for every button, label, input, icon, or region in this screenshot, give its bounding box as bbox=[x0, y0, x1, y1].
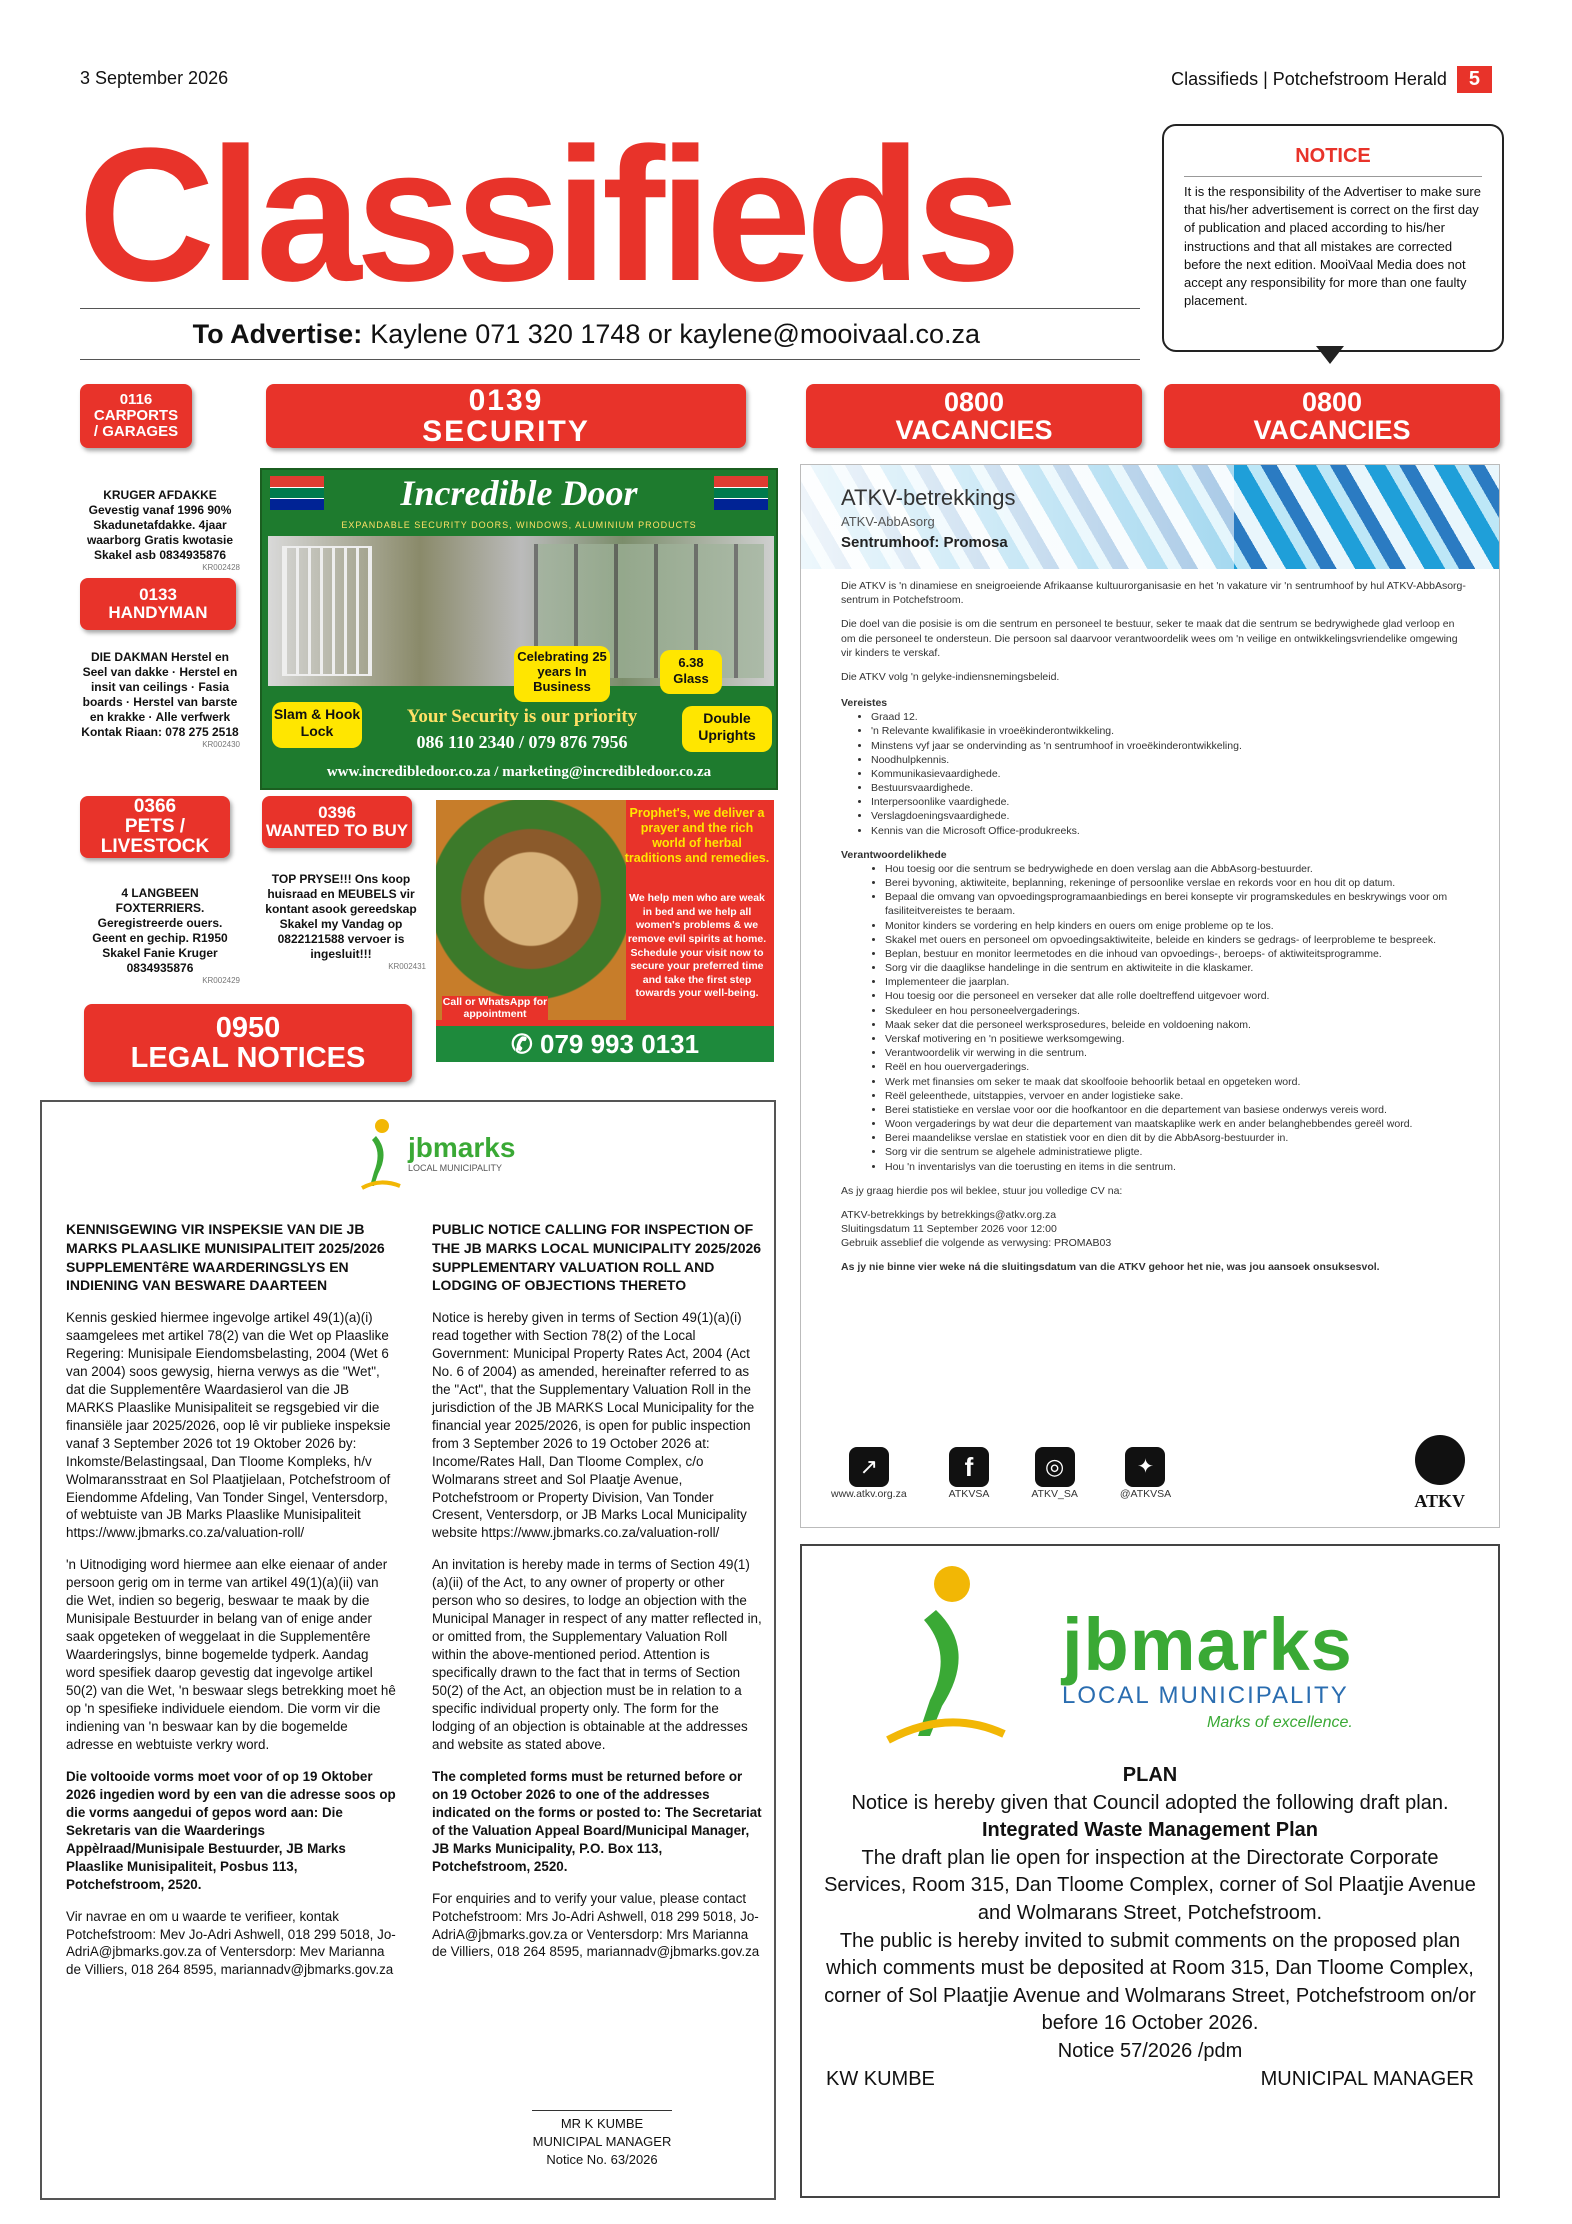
prophet-body: We help men who are weak in bed and we help all women's problems & we remove evil spirits at home. Schedule your visit now to secure your preferred time and take the first step towards your well-being. bbox=[627, 892, 767, 1000]
list-item: • Verskaf motivering en 'n positiewe werksomgewing. bbox=[885, 1032, 1471, 1046]
prophet-headline: Prophet's, we deliver a prayer and the rich world of herbal traditions and remedies. bbox=[624, 806, 770, 865]
atkv-logo bbox=[1414, 1435, 1465, 1513]
issue-date: 3 September 2026 bbox=[80, 68, 229, 88]
ad-ref: KR002429 bbox=[202, 976, 240, 985]
jbmarks-logo bbox=[356, 1116, 515, 1192]
list-item: • Noodhulpkennis. bbox=[871, 753, 1471, 767]
section-title: Classifieds bbox=[78, 109, 1016, 321]
list-item: • Implementeer die jaarplan. bbox=[885, 975, 1471, 989]
door-web: www.incredibledoor.co.za / marketing@incredibledoor.co.za bbox=[326, 764, 712, 780]
ad-foxterriers bbox=[80, 886, 240, 985]
af-paragraph-3: Die voltooide vorms moet voor of op 19 Oktober 2026 ingedien word by een van die adresse soos op die vorms aangedui of gepos word aan: Die Sekretaris van die Waarderings Appèlraad/Munisipale Bestuurder, JB Marks Plaaslike Munisipaliteit, Posbus 113, Potchefstroom, 2520. bbox=[66, 1768, 396, 1892]
social-facebook[interactable] bbox=[949, 1447, 990, 1501]
atkv-content bbox=[841, 579, 1471, 1275]
category-0366 bbox=[80, 796, 230, 858]
en-paragraph-4: For enquiries and to verify your value, please contact Potchefstroom: Mrs Jo-Adri Ashwell, 018 299 5018, Jo-AdriA@jbmarks.gov.za or Ventersdorp: Mrs Marianna de Villiers, 018 264 8595, mariannadv@jbmarks.gov.za bbox=[432, 1890, 760, 1960]
plan-notice-number: Notice 57/2026 /pdm bbox=[1057, 2039, 1243, 2062]
category-code: 0139 bbox=[468, 383, 544, 417]
atkv-title: ATKV-betrekkings bbox=[841, 485, 1016, 510]
atkv-role: Sentrumhoof: Promosa bbox=[841, 534, 1008, 551]
waste-plan-notice bbox=[800, 1544, 1500, 2198]
notice-body: It is the responsibility of the Advertiser to make sure that his/her advertisement is correct on the first day of publication and placed according to his/her instructions and that all mistakes are corrected before the next edition. MooiVaal Media does not accept any responsibility for more than one faulty placement. bbox=[1184, 176, 1482, 310]
whatsapp-icon: ✆ bbox=[510, 1029, 533, 1059]
category-0800-a bbox=[806, 384, 1142, 448]
notice-title: NOTICE bbox=[1295, 145, 1371, 167]
prophet-phone bbox=[436, 1026, 774, 1062]
jbmarks-logo-large bbox=[822, 1546, 1478, 1756]
signatory-title: MUNICIPAL MANAGER bbox=[532, 2134, 672, 2150]
atkv-reference: Gebruik asseblief die volgende as verwysing: PROMAB03 bbox=[841, 1237, 1112, 1250]
plan-line-1: Notice is hereby given that Council adopted the following draft plan. bbox=[851, 1791, 1449, 1814]
atkv-responsibilities-list bbox=[841, 862, 1471, 1174]
atkv-paragraph-2: Die doel van die posisie is om die sentrum en personeel te bestuur, seker te maak dat die sentrum se bedrywighede glad verloop en om die personeel te ondersteun. Die persoon sal daarvoor verantwoordelik wees om 'n veilige en ontwikkelingsvriendelike omgewing vir kinders te verskaf. bbox=[841, 618, 1458, 659]
instagram-icon: ◎ bbox=[1035, 1447, 1075, 1487]
plan-name: Integrated Waste Management Plan bbox=[982, 1819, 1318, 1842]
ad-dakman bbox=[80, 650, 240, 749]
list-item: • Berei maandelikse verslae en statistiek voor en dien dit by die AbbAsorg-bestuurder in. bbox=[885, 1131, 1471, 1145]
atkv-responsibilities-heading: Verantwoordelikhede bbox=[841, 848, 947, 861]
list-item: • Beplan, bestuur en monitor leermetodes en die inhoud van opvoedings-, beroeps- of aktiwiteitsprogramme. bbox=[885, 947, 1471, 961]
category-name: PETS / LIVESTOCK bbox=[100, 816, 210, 857]
atkv-requirements-list bbox=[841, 710, 1471, 838]
af-paragraph-2: 'n Uitnodiging word hiermee aan elke eienaar of ander persoon gerig om in terme van artikel 49(1)(a)(ii) van die Wet, indien so begerig, beswaar te maak by die Munisipale Bestuurder in belang van of enige ander saak opgeteken of weggelaat in die Supplementêre Waarderingslys, binne bogemelde tydperk. Aandag word spesifiek daarop gevestig dat ingevolge artikel 50(2) van die Wet, 'n beswaar slegs betrekking moet hê op 'n spesifieke individuele eiendom. Die vorm vir die indiening van 'n beswaar kan by die bogemelde adresse en webtuiste verkry word. bbox=[66, 1557, 396, 1752]
af-paragraph-1: Kennis geskied hiermee ingevolge artikel 49(1)(a)(i) saamgelees met artikel 78(2) van die Wet op Plaaslike Regering: Munisipale Eiendomsbelasting, 2004 (Wet 6 van 2004) soos gewysig, hierna verwys as die "Wet", dat die Supplementêre Waardasierol van die JB MARKS Plaaslike Munisipaliteit se regsgebied vir die finansiële jaar 2025/2026, oop lê vir publieke inspeksie vanaf 3 September 2026 tot 19 Oktober 2026 by: Inkomste/Belastingsaal, Dan Tloome Kompleks, h/v Wolmaransstraat en Sol Plaatjielaan, Potchefstroom of Eiendomme Afdeling, Van Tonder Singel, Ventersdorp, of webtuiste van JB Marks Plaaslike Munisipaliteit https://www.jbmarks.co.za/valuation-roll/ bbox=[66, 1310, 391, 1541]
atkv-apply: As jy graag hierdie pos wil beklee, stuur jou volledige CV na: bbox=[841, 1184, 1123, 1197]
list-item: • Hou toesig oor die personeel en verseker dat alle rolle doeltreffend uitgevoer word. bbox=[885, 989, 1471, 1003]
list-item: • Hou 'n inventarislys van die toerusting en items in die sentrum. bbox=[885, 1160, 1471, 1174]
category-code: 0800 bbox=[1301, 386, 1363, 417]
jbmarks-figure-icon bbox=[356, 1116, 402, 1192]
ad-ref: KR002431 bbox=[388, 962, 426, 971]
social-instagram[interactable] bbox=[1031, 1447, 1078, 1501]
category-code: 0116 bbox=[119, 391, 153, 409]
legal-notice-valuation bbox=[40, 1100, 776, 2200]
atkv-social-row bbox=[831, 1447, 1171, 1501]
category-name: VACANCIES bbox=[895, 415, 1053, 445]
advertise-line bbox=[80, 308, 1140, 360]
category-name: WANTED TO BUY bbox=[265, 821, 409, 840]
prophet-call: Call or WhatsApp for appointment bbox=[442, 996, 548, 1020]
en-paragraph-1: Notice is hereby given in terms of Section 49(1)(a)(i) read together with Section 78(2) of the Local Government: Municipal Property Rates Act, 2004 (Act No. 6 of 2004) as amended, hereinafter referred to as the "Act", that the Supplementary Valuation Roll in the jurisdiction of the JB MARKS Local Municipality for the financial year 2025/2026, is open for public inspection from 3 September 2026 to 19 October 2026 at: Income/Rates Hall, Dan Tloome Complex, c/o Wolmarans street and Sol Plaatje Avenue, Potchefstroom or Property Division, Van Tonder Cresent, Ventersdorp, or JB Marks Local Municipality website https://www.jbmarks.co.za/valuation-roll/ bbox=[432, 1310, 755, 1541]
category-name: LEGAL NOTICES bbox=[130, 1042, 366, 1074]
list-item: • Berei statistieke en verslae voor oor die hoofkantoor en die departement van basiese onderwys vereis word. bbox=[885, 1103, 1471, 1117]
list-item: • 'n Relevante kwalifikasie in vroeëkinderontwikkeling. bbox=[871, 724, 1471, 738]
list-item: • Verslagdoeningsvaardighede. bbox=[871, 809, 1471, 823]
list-item: • Skakel met ouers en personeel om opvoedingsaktiwiteite, beleide en kinders se gedrags- of leerprobleme te bespreek. bbox=[885, 933, 1471, 947]
category-code: 0366 bbox=[133, 796, 177, 818]
plan-signature-row bbox=[822, 2066, 1478, 2094]
page-header-right bbox=[1171, 66, 1492, 93]
list-item: • Hou toesig oor die sentrum se bedrywighede en doen verslag aan die AbbAsorg-bestuurder. bbox=[885, 862, 1471, 876]
en-title: PUBLIC NOTICE CALLING FOR INSPECTION OF THE JB MARKS LOCAL MUNICIPALITY 2025/2026 SUPPLEMENTARY VALUATION ROLL AND LODGING OF OBJECTIONS THERETO bbox=[432, 1221, 762, 1294]
atkv-requirements-heading: Vereistes bbox=[841, 697, 888, 710]
ad-text: DIE DAKMAN Herstel en Seel van dakke · Herstel en insit van ceilings · Fasia boards · Herstel van barste en krakke · Alle verfwerk Kontak Riaan: 078 275 2518 bbox=[81, 650, 239, 739]
category-name: VACANCIES bbox=[1253, 415, 1411, 445]
list-item: • Sorg vir die daaglikse handelinge in die sentrum en aktiwiteite in die klaskamer. bbox=[885, 961, 1471, 975]
category-name-2: / GARAGES bbox=[93, 422, 179, 440]
category-0396 bbox=[262, 796, 412, 848]
atkv-email-line: ATKV-betrekkings by betrekkings@atkv.org.za bbox=[841, 1208, 1057, 1221]
category-0133 bbox=[80, 578, 236, 630]
af-title: KENNISGEWING VIR INSPEKSIE VAN DIE JB MARKS PLAASLIKE MUNISIPALITEIT 2025/2026 SUPPLEMENTêRE WAARDERINGSLYS EN INDIENING VAN BESWARE DAARTEEN bbox=[66, 1221, 385, 1294]
social-label: @ATKVSA bbox=[1119, 1488, 1172, 1500]
en-paragraph-2: An invitation is hereby made in terms of Section 49(1)(a)(ii) of the Act, to any owner of property or other person who so desires, to lodge an objection with the Municipal Manager in respect of any matter reflected in, or omitted from, the Supplementary Valuation Roll within the above-mentioned period. Attention is specifically drawn to the fact that in terms of Section 50(2) of the Act, an objection must be in relation to a specific individual property only. The form for the lodging of an objection is obtainable at the addresses and website as stated above. bbox=[432, 1557, 762, 1752]
atkv-logo-text: ATKV bbox=[1414, 1491, 1465, 1511]
category-0800-b bbox=[1164, 384, 1500, 448]
logo-text: jbmarks bbox=[408, 1131, 516, 1163]
list-item: • Sorg vir die sentrum se algehele administratiewe pligte. bbox=[885, 1145, 1471, 1159]
logo-motto: Marks of excellence. bbox=[1206, 1713, 1353, 1731]
category-name: SECURITY bbox=[422, 415, 590, 448]
ad-text: TOP PRYSE!!! Ons koop huisraad en MEUBELS vir kontant asook gereedskap Skakel my Vandag op 0822121588 vervoer is ingesluit!!! bbox=[265, 872, 417, 961]
security-gate-image bbox=[282, 546, 372, 676]
list-item: • Interpersoonlike vaardighede. bbox=[871, 795, 1471, 809]
notice-number: Notice No. 63/2026 bbox=[546, 2152, 658, 2168]
door-tagline: EXPANDABLE SECURITY DOORS, WINDOWS, ALUMINIUM PRODUCTS bbox=[341, 520, 697, 530]
badge-celebrating: Celebrating 25 years In Business bbox=[514, 646, 610, 702]
facebook-icon: f bbox=[949, 1447, 989, 1487]
list-item: • Bestuursvaardighede. bbox=[871, 781, 1471, 795]
badge-glass: 6.38 Glass bbox=[660, 650, 722, 694]
social-twitter[interactable] bbox=[1120, 1447, 1171, 1501]
atkv-closing-date: Sluitingsdatum 11 September 2026 voor 12:00 bbox=[841, 1223, 1057, 1236]
plan-heading: PLAN bbox=[1122, 1764, 1178, 1786]
category-name: CARPORTS bbox=[93, 407, 179, 425]
advertise-contact: Kaylene 071 320 1748 or kaylene@mooivaal.co.za bbox=[370, 318, 980, 349]
notice-tail bbox=[1316, 346, 1344, 364]
category-code: 0133 bbox=[139, 585, 177, 605]
logo-subtext: LOCAL MUNICIPALITY bbox=[408, 1162, 503, 1173]
atkv-subtitle: ATKV-AbbAsorg bbox=[841, 514, 935, 529]
publication-name: Classifieds | Potchefstroom Herald bbox=[1171, 69, 1447, 89]
category-code: 0396 bbox=[318, 803, 356, 823]
ad-text: KRUGER AFDAKKE Gevestig vanaf 1996 90% Skadunetafdakke. 4jaar waarborg Gratis kwotasie Skakel asb 0834935876 bbox=[86, 488, 234, 562]
ad-ref: KR002430 bbox=[202, 740, 240, 749]
prophet-phone-number: 079 993 0131 bbox=[539, 1029, 700, 1059]
signature-block bbox=[532, 2110, 672, 2170]
list-item: • Verantwoordelik vir werwing in die sentrum. bbox=[885, 1046, 1471, 1060]
advertise-label: To Advertise: bbox=[192, 318, 363, 349]
door-phones: 086 110 2340 / 079 876 7956 bbox=[416, 732, 628, 752]
afrikaans-column bbox=[66, 1220, 396, 1993]
signatory-name: MR K KUMBE bbox=[560, 2116, 644, 2131]
door-brand: Incredible Door bbox=[400, 473, 638, 513]
plan-line-3: The draft plan lie open for inspection at the Directorate Corporate Services, Room 315, Dan Tloome Complex, corner of Sol Plaatjie Avenue and Wolmarans Street, Potchefstroom. bbox=[824, 1846, 1476, 1924]
prophet-ad bbox=[436, 800, 774, 1062]
list-item: • Monitor kinders se vordering en help kinders en ouers om enige probleme op te los. bbox=[885, 919, 1471, 933]
signatory-name: KW KUMBE bbox=[826, 2067, 935, 2090]
herbs-image bbox=[436, 800, 626, 1020]
logo-lockup bbox=[1062, 1603, 1353, 1734]
english-column bbox=[432, 1220, 762, 1975]
category-name: HANDYMAN bbox=[108, 603, 208, 622]
category-0139 bbox=[266, 384, 746, 448]
list-item: • Skeduleer en hou personeelvergaderings. bbox=[885, 1004, 1471, 1018]
list-item: • Bepaal die omvang van opvoedingsprogramaanbiedings en berei konsepte vir programskedules en beskrywings voor om fasiliteitvereistes te beraam. bbox=[885, 890, 1471, 918]
signatory-title: MUNICIPAL MANAGER bbox=[1260, 2067, 1474, 2090]
incredible-door-ad bbox=[260, 468, 778, 790]
badge-uprights: Double Uprights bbox=[682, 706, 772, 752]
list-item: • Reël en hou ouervergaderings. bbox=[885, 1060, 1471, 1074]
list-item: • Reël geleenthede, uitstappies, vervoer en ander logistieke sake. bbox=[885, 1089, 1471, 1103]
atkv-vacancy-ad bbox=[800, 464, 1500, 1528]
twitter-icon: ✦ bbox=[1125, 1447, 1165, 1487]
social-label: ATKV_SA bbox=[1031, 1488, 1078, 1500]
category-0950 bbox=[84, 1004, 412, 1082]
list-item: • Kennis van die Microsoft Office-produkreeks. bbox=[871, 824, 1471, 838]
notice-box bbox=[1162, 124, 1504, 352]
logo-subtext: LOCAL MUNICIPALITY bbox=[1062, 1681, 1349, 1709]
atkv-paragraph-3: Die ATKV volg 'n gelyke-indiensnemingsbeleid. bbox=[841, 670, 1060, 683]
list-item: • Berei byvoning, aktiwiteite, beplanning, rekeninge of persoonlike verslae en rekords voor en hou dit op datum. bbox=[885, 876, 1471, 890]
category-code: 0950 bbox=[215, 1011, 281, 1044]
social-label: www.atkv.org.za bbox=[831, 1488, 907, 1500]
list-item: • Maak seker dat die personeel werksprosedures, beleide en voldoening nakom. bbox=[885, 1018, 1471, 1032]
social-label: ATKVSA bbox=[948, 1488, 990, 1500]
list-item: • Kommunikasievaardighede. bbox=[871, 767, 1471, 781]
list-item: • Werk met finansies om seker te maak dat skoolfooie behoorlik betaal en opgeteken word. bbox=[885, 1075, 1471, 1089]
door-priority: Your Security is our priority bbox=[406, 706, 638, 727]
list-item: • Minstens vyf jaar se ondervinding as 'n sentrumhoof in vroeëkinderontwikkeling. bbox=[871, 739, 1471, 753]
badge-slam-lock: Slam & Hook Lock bbox=[272, 702, 362, 748]
en-paragraph-3: The completed forms must be returned before or on 19 October 2026 to one of the addresses indicated on the forms or posted to: The Secretariat of the Valuation Appeal Board/Municipal Manager, JB Marks Municipality, P.O. Box 113, Potchefstroom, 2520. bbox=[432, 1768, 762, 1874]
category-code: 0800 bbox=[943, 386, 1005, 417]
plan-line-4: The public is hereby invited to submit comments on the proposed plan which comments must be deposited at Room 315, Dan Tloome Complex, corner of Sol Plaatjie Avenue and Wolmarans Street, Potchefstroom on/or before 16 October 2026. bbox=[824, 1929, 1476, 2035]
social-website[interactable] bbox=[831, 1447, 907, 1501]
ad-text: 4 LANGBEEN FOXTERRIERS. Geregistreerde ouers. Geent en gechip. R1950 Skakel Fanie Kruger 0834935876 bbox=[92, 886, 228, 975]
list-item: • Graad 12. bbox=[871, 710, 1471, 724]
atkv-footnote: As jy nie binne vier weke ná die sluitingsdatum van die ATKV gehoor het nie, was jou aansoek onsuksesvol. bbox=[841, 1261, 1380, 1274]
af-paragraph-4: Vir navrae en om u waarde te verifieer, kontak Potchefstroom: Mev Jo-Adri Ashwell, 018 299 5018, Jo-AdriA@jbmarks.gov.za of Ventersdorp: Mev Marianna de Villiers, 018 264 8595, mariannadv@jbmarks.gov.za bbox=[66, 1908, 396, 1978]
atkv-emblem-icon bbox=[1415, 1435, 1465, 1485]
ad-kruger bbox=[80, 488, 240, 572]
ad-topprys bbox=[256, 872, 426, 971]
website-icon: ↗ bbox=[849, 1447, 889, 1487]
logo-text: jbmarks bbox=[1062, 1603, 1353, 1686]
jbmarks-figure-icon bbox=[878, 1558, 1008, 1748]
list-item: • Woon vergaderings by wat deur die departement van maatskaplike werk en ander belanghebbendes gereël word. bbox=[885, 1117, 1471, 1131]
page-number: 5 bbox=[1457, 66, 1492, 93]
ad-ref: KR002428 bbox=[202, 563, 240, 572]
atkv-paragraph-1: Die ATKV is 'n dinamiese en sneigroeiende Afrikaanse kultuurorganisasie en het 'n vakature vir 'n sentrumhoof by hul ATKV-AbbAsorg-sentrum in Potchefstroom. bbox=[841, 580, 1466, 607]
category-0116 bbox=[80, 384, 192, 448]
